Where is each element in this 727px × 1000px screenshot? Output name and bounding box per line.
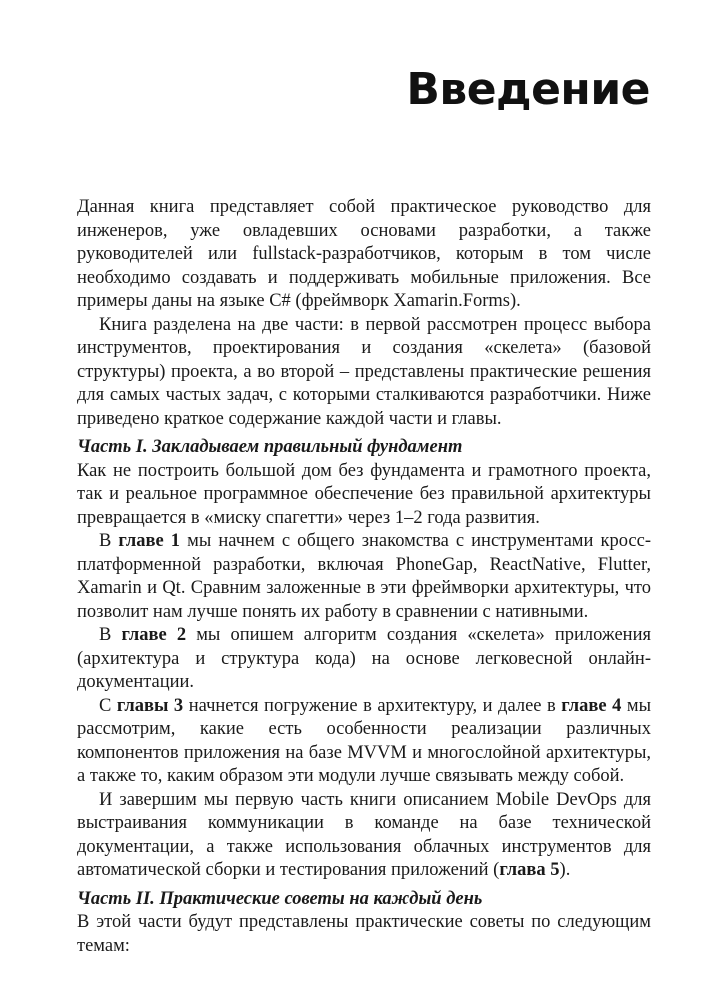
part-2-heading: Часть II. Практические советы на каждый день — [77, 888, 483, 909]
chapter-body — [77, 196, 651, 958]
part-1-paragraph-2 — [77, 530, 651, 624]
intro-paragraph-1: Данная книга представляет собой практическое руководство для инженеров, уже овладевших основами разработки, а также руководителей или fullstack-разработчиков, которым в том числе необходимо создавать и поддерживать мобильные приложения. Все примеры даны на языке C# (фреймворк Xamarin.Forms). — [77, 197, 651, 311]
text-run: В — [99, 625, 122, 645]
part-1-heading: Часть I. Закладываем правильный фундамент — [77, 437, 463, 457]
chapter-reference: главы 3 — [116, 695, 184, 716]
part-2-paragraph-1: В этой части будут представлены практические советы по следующим темам: — [77, 912, 651, 956]
intro-paragraph-2: Книга разделена на две части: в первой рассмотрен процесс выбора инструментов, проектирования и создания «скелета» (базовой структуры) проекта, а во второй – представлены практические решения для самых частых задач, с которыми сталкиваются разработчики. Ниже приведено краткое содержание каждой части и главы. — [77, 314, 651, 429]
part-1-paragraph-3 — [77, 624, 651, 695]
chapter-reference: глава 5 — [499, 860, 560, 880]
text-run: мы начнем с общего знакомства с инструментами кросс-платформенной разработки, включая PhoneGap, ReactNative, Flutter, Xamarin и Qt. Сравним заложенные в эти фреймворки архитектуры, что позволит нам лучше понять их работу в сравнении с нативными. — [77, 531, 652, 622]
part-1-paragraph-1: Как не построить большой дом без фундамента и грамотного проекта, так и реальное программное обеспечение без правильной архитектуры превращается в «миску спагетти» через 1–2 года развития. — [77, 460, 651, 528]
chapter-reference: главе 2 — [121, 625, 187, 645]
text-run: ). — [559, 860, 571, 880]
text-run: И завершим мы первую часть книги описанием Mobile DevOps для выстраивания коммуникации в команде на базе технической документации, а также использования облачных инструментов для автоматической сборки и тестирования приложений ( — [77, 789, 651, 880]
text-run: С — [99, 695, 117, 716]
text-run: В — [99, 531, 119, 551]
chapter-title: Введение — [406, 64, 650, 115]
text-run: начнется погружение в архитектуру, и далее в — [183, 695, 562, 716]
text-run: мы рассмотрим, какие есть особенности реализации различных компонентов приложения на базе MVVM и многослойной архитектуры, а также то, каким образом эти модули лучше связывать между собой. — [77, 695, 652, 786]
chapter-reference: главе 4 — [561, 695, 622, 716]
text-run: мы опишем алгоритм создания «скелета» приложения (архитектура и структура кода) на основе легковесной онлайн-документации. — [77, 625, 651, 692]
part-1-paragraph-4 — [77, 695, 651, 789]
part-1-paragraph-5 — [77, 789, 651, 883]
chapter-reference: главе 1 — [118, 531, 181, 551]
